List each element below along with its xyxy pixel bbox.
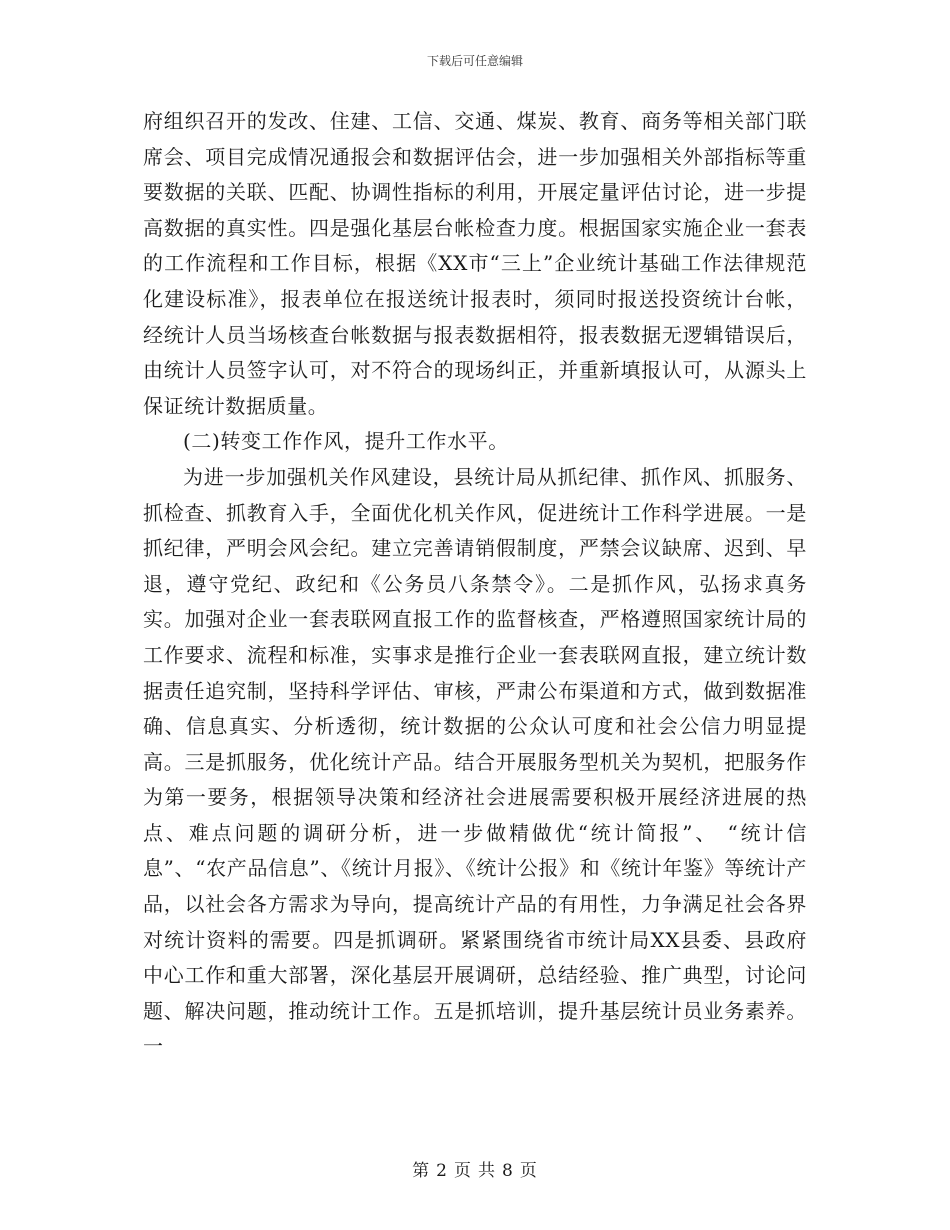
total-page-number: 8 [502, 1161, 514, 1181]
document-body [143, 104, 807, 1065]
page-word: 页 [454, 1161, 472, 1181]
total-prefix: 共 [478, 1161, 496, 1181]
section-heading: (二)转变工作作风，提升工作水平。 [183, 429, 509, 454]
page-prefix: 第 [412, 1161, 431, 1181]
paragraph-2: 为进一步加强机关作风建设，县统计局从抓纪律、抓作风、抓服务、抓检查、抓教育入手，全面优化机关作风，促进统计工作科学进展。一是抓纪律，严明会风会纪。建立完善请销假制度，严禁会议缺席、迟到、早退，遵守党纪、政纪和《公务员八条禁令》。二是抓作风，弘扬求真务实。加强对企业一套表联网直报工作的监督核查，严格遵照国家统计局的工作要求、流程和标准，实事求是推行企业一套表联网直报，建立统计数据责任追究制，坚持科学评估、审核，严肃公布渠道和方式，做到数据准确、信息真实、分析透彻，统计数据的公众认可度和社会公信力明显提高。三是抓服务，优化统计产品。结合开展服务型机关为契机，把服务作为第一要务，根据领导决策和经济社会进展需要积极开展经济进展的热点、难点问题的调研分析，进一步做精做优“统计简报”、 “统计信息”、“农产品信息”、《统计月报》、《统计公报》和《统计年鉴》等统计产品，以社会各方需求为导向，提高统计产品的有用性，力争满足社会各界对统计资料的需要。四是抓调研。紧紧围绕省市统计局XX县委、县政府中心工作和重大部署，深化基层开展调研，总结经验、推广典型，讨论问题、解决问题，推动统计工作。五是抓培训，提升基层统计员业务素养。一 [143, 464, 807, 1059]
page-footer [0, 1156, 950, 1181]
current-page-number: 2 [436, 1161, 448, 1181]
total-suffix: 页 [519, 1161, 538, 1181]
paragraph-1: 府组织召开的发改、住建、工信、交通、煤炭、教育、商务等相关部门联席会、项目完成情况通报会和数据评估会，进一步加强相关外部指标等重要数据的关联、匹配、协调性指标的利用，开展定量评估讨论，进一步提高数据的真实性。四是强化基层台帐检查力度。根据国家实施企业一套表的工作流程和工作目标，根据《XX市“三上”企业统计基础工作法律规范化建设标准》，报表单位在报送统计报表时，须同时报送投资统计台帐，经统计人员当场核查台帐数据与报表数据相符，报表数据无逻辑错误后，由统计人员签字认可，对不符合的现场纠正，并重新填报认可，从源头上保证统计数据质量。 [143, 109, 807, 418]
page-header: 下载后可任意编辑 [426, 54, 523, 68]
